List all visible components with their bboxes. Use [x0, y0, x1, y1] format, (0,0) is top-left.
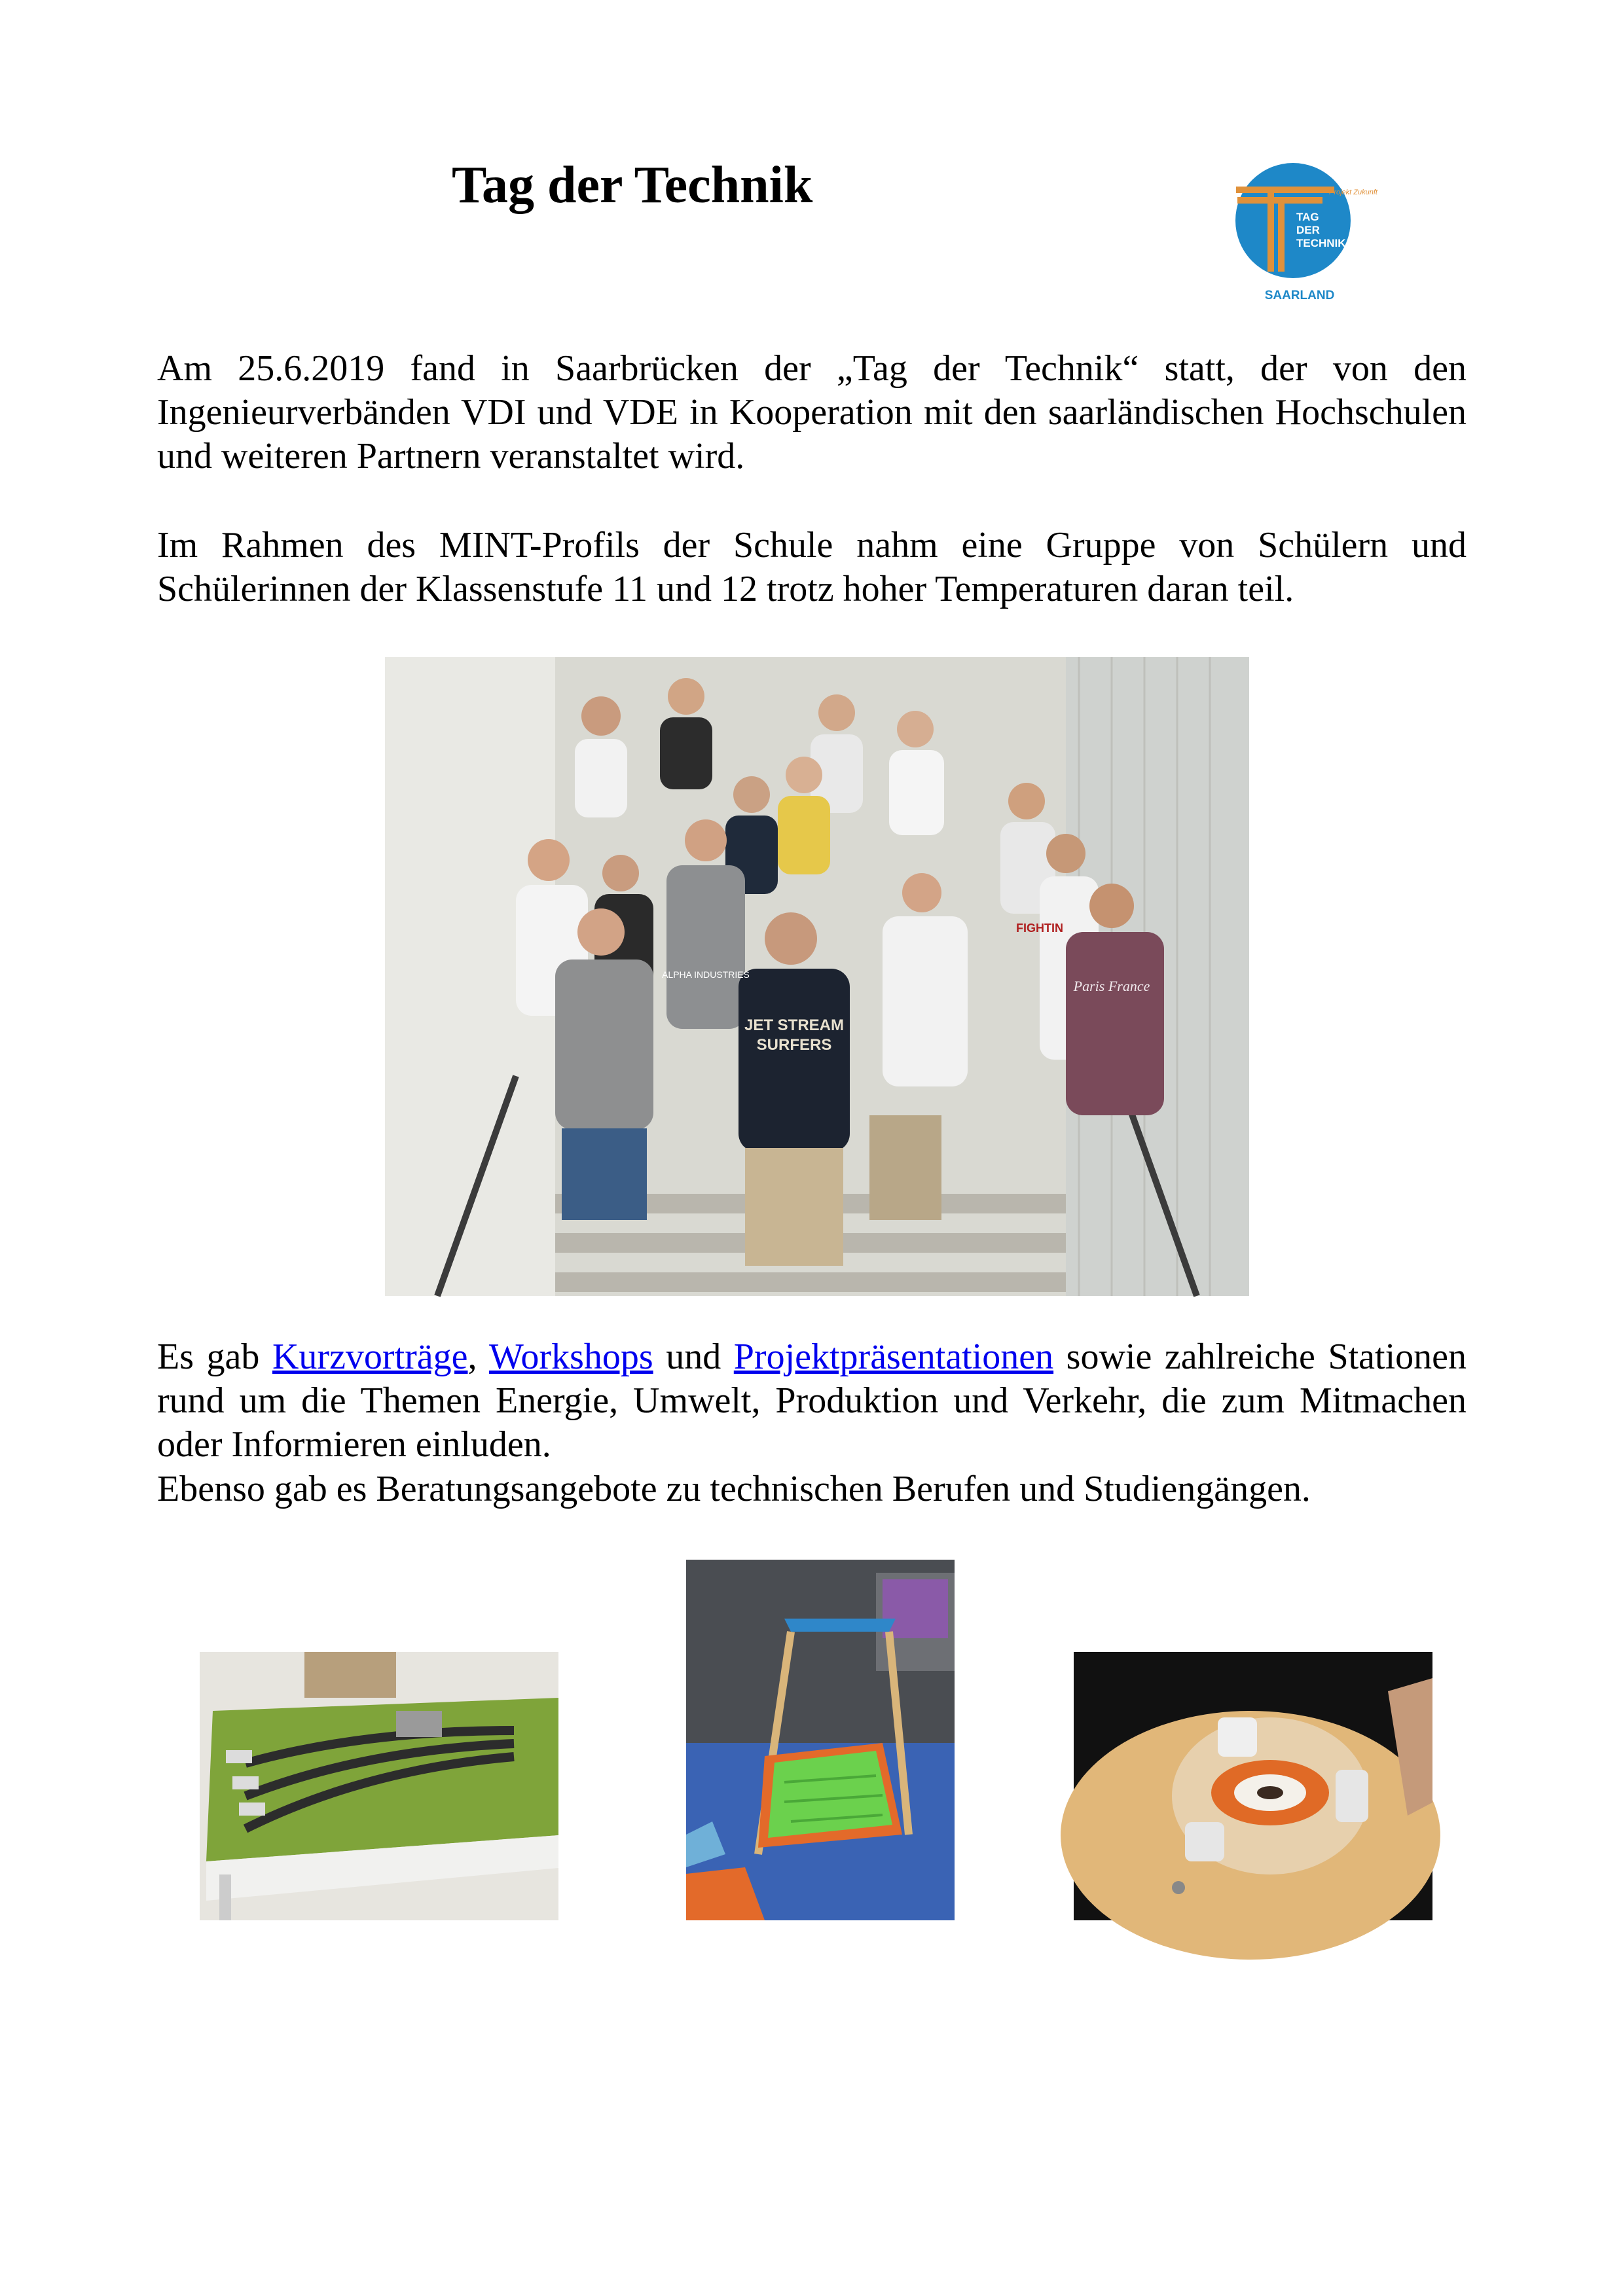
shirt-text-alpha: ALPHA INDUSTRIES [662, 969, 750, 980]
tag-der-technik-logo-icon [1231, 160, 1377, 304]
counseling-paragraph: Ebenso gab es Beratungsangebote zu technischen Berufen und Studiengängen. [157, 1469, 1311, 1509]
intro-paragraph: Am 25.6.2019 fand in Saarbrücken der „Tag der Technik“ statt, der von den Ingenieurverbänden VDI und VDE in Kooperation mit den saarländischen Hochschulen und weiteren Partnern veranstaltet wird. [157, 348, 1467, 476]
shirt-text-surfers: SURFERS [756, 1036, 832, 1054]
logo-text-1: TAG [1296, 211, 1319, 223]
tilting-maze-robot-photo-icon [686, 1560, 955, 1920]
logo-text-2: DER [1296, 224, 1320, 236]
offer-suffix: sowie zahlreiche Stationen rund um die Themen Energie, Umwelt, Produktion und Verkehr, die zum Mitmachen oder Informieren einluden. [157, 1336, 1467, 1465]
dome-exhibit-photo-icon [1074, 1652, 1432, 1920]
shirt-text-jetstream: JET STREAM [744, 1016, 845, 1034]
shirt-text-fightin: FIGHTIN [1016, 922, 1063, 935]
page-title: Tag der Technik [452, 156, 813, 214]
offer-sep1: , [467, 1336, 490, 1377]
mint-paragraph: Im Rahmen des MINT-Profils der Schule nahm eine Gruppe von Schülern und Schülerinnen der Klassenstufe 11 und 12 trotz hoher Temperaturen daran teil. [157, 525, 1467, 609]
link-workshops[interactable]: Workshops [489, 1336, 653, 1377]
logo-text-3: TECHNIK [1296, 237, 1346, 249]
model-railway-photo-icon [200, 1652, 558, 1920]
shirt-text-paris: Paris France [1073, 978, 1150, 994]
offer-sep2: und [653, 1336, 734, 1377]
logo-region: SAARLAND [1264, 289, 1335, 302]
group-photo-icon [385, 657, 1249, 1296]
offer-paragraph [157, 1335, 1467, 1467]
link-kurzvortraege[interactable]: Kurzvorträge [272, 1336, 468, 1377]
offer-prefix: Es gab [157, 1336, 272, 1377]
link-projektpraesentationen[interactable]: Projektpräsentationen [733, 1336, 1054, 1377]
logo-tagline: Projekt Zukunft [1329, 188, 1377, 196]
